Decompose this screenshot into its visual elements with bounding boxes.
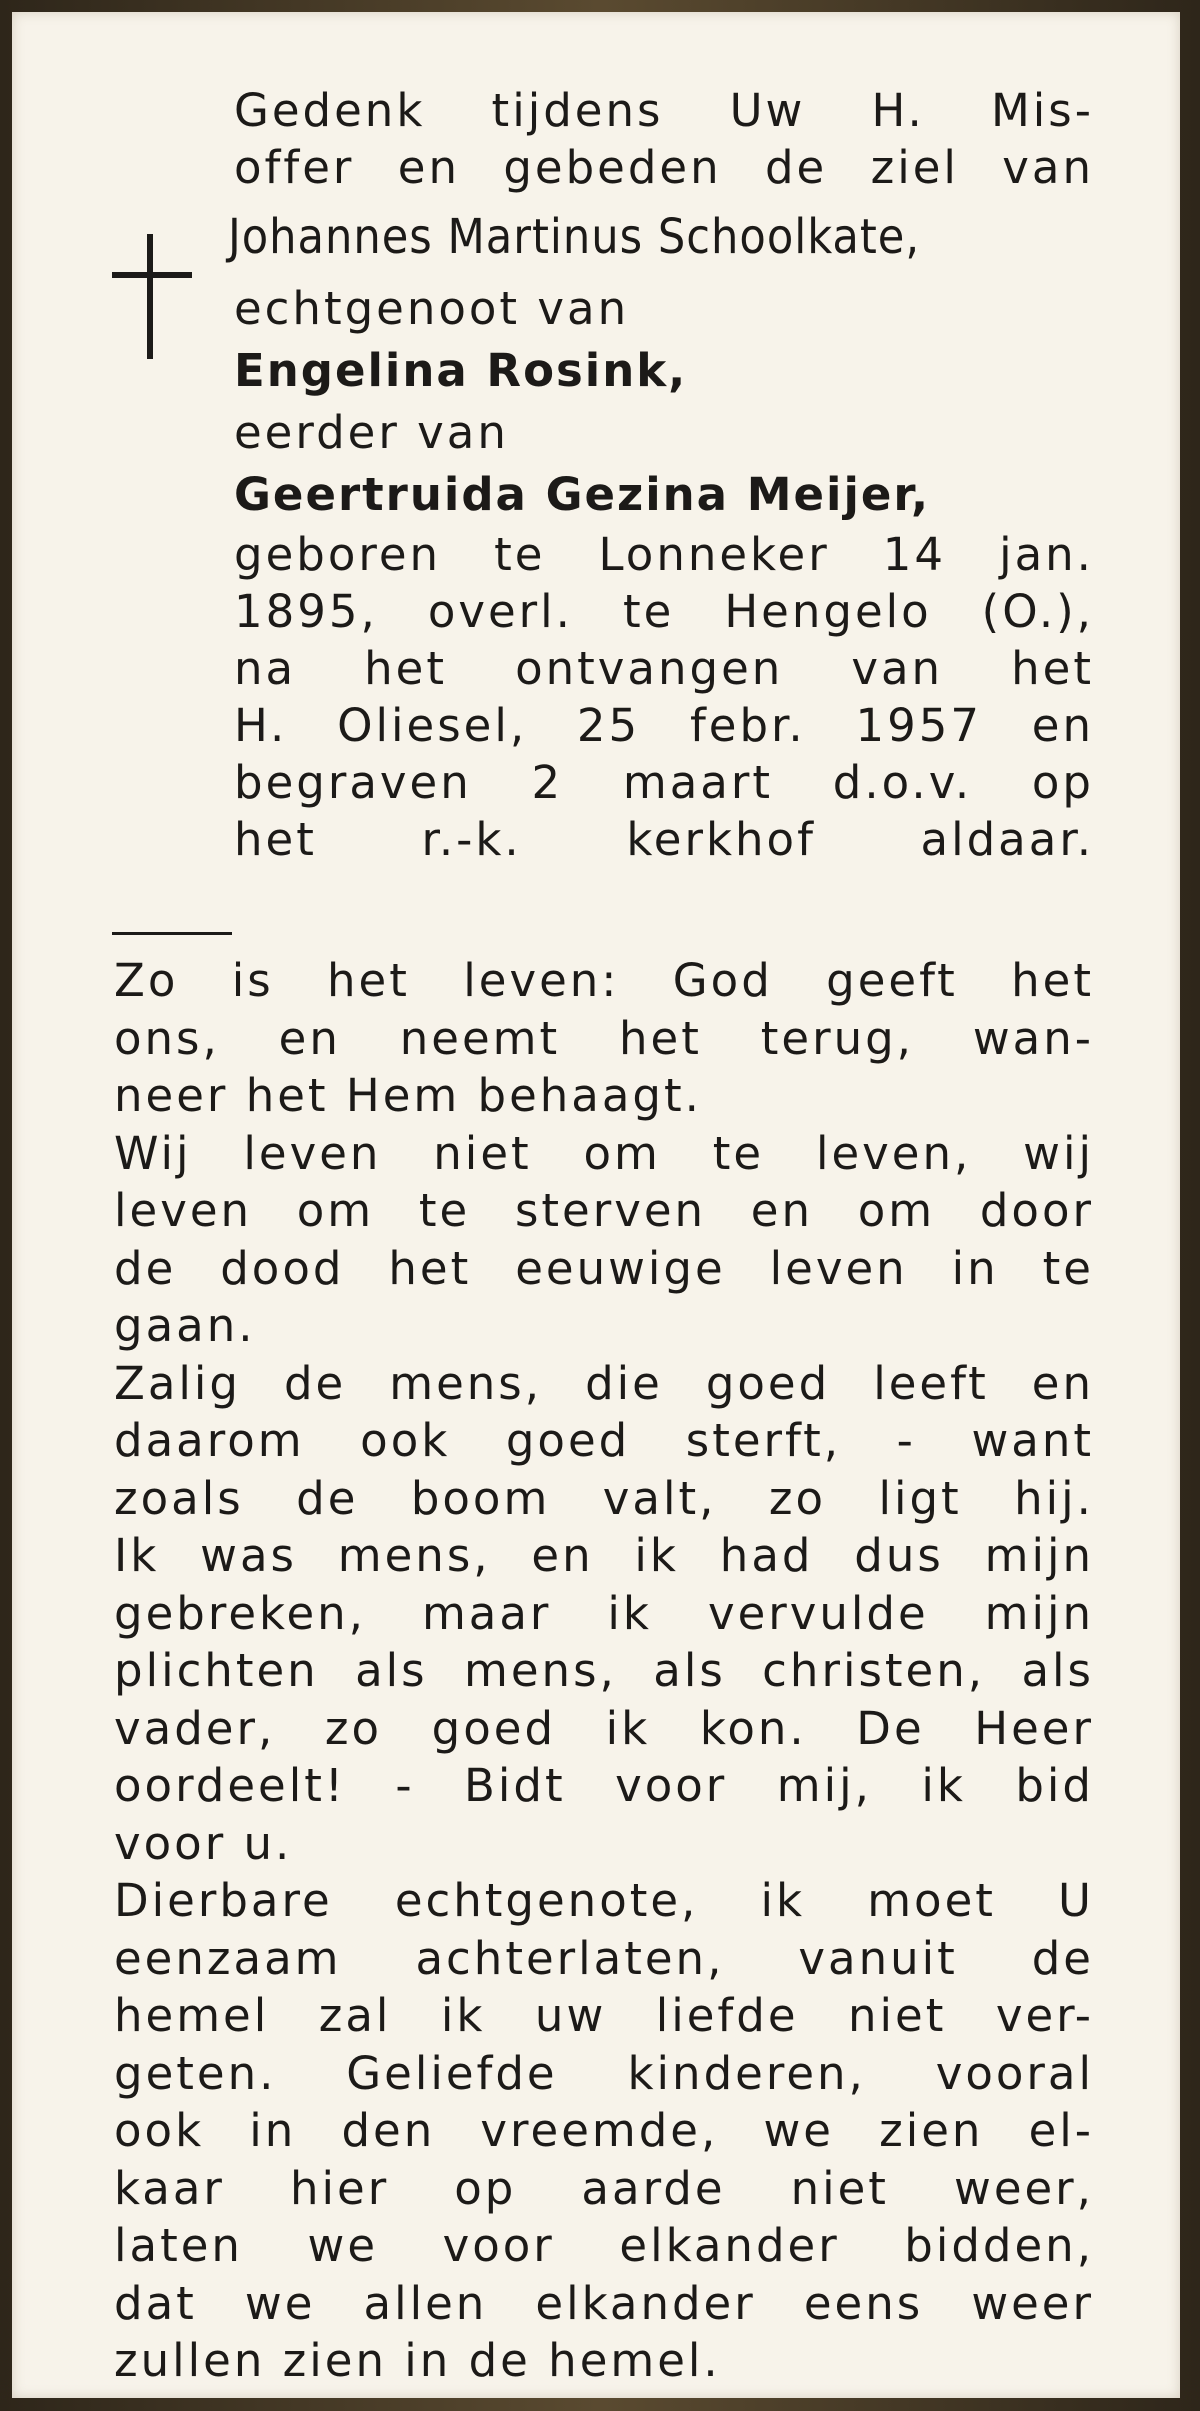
text-body-line: kaar hier op aarde niet weer, [114, 2161, 1094, 2215]
former-spouse-name: Geertruida Gezina Meijer, [234, 468, 931, 521]
memorial-card [12, 12, 1180, 2398]
text-body-line: dat we allen elkander eens weer [114, 2276, 1094, 2330]
header-block [228, 82, 1094, 868]
text-body-line: Zalig de mens, die goed leeft en [114, 1356, 1094, 1410]
text-body-line: Zo is het leven: God geeft het [114, 954, 1094, 1007]
text-body-line: Wij leven niet om te leven, wij [114, 1126, 1094, 1180]
text-body-line: zullen zien in de hemel. [114, 2334, 721, 2387]
text-body-line: daarom ook goed sterft, - want [114, 1414, 1094, 1467]
spouse-name: Engelina Rosink, [234, 344, 688, 397]
detail-line-5: begraven 2 maart d.o.v. op [234, 756, 1094, 809]
text-body-line: Dierbare echtgenote, ik moet U [114, 1874, 1094, 1927]
spouse-label: echtgenoot van [234, 282, 630, 335]
text-body-line: zoals de boom valt, zo ligt hij. [114, 1471, 1094, 1525]
text-body-line: geten. Geliefde kinderen, vooral [114, 2046, 1094, 2100]
deceased-name: Johannes Martinus Schoolkate, [228, 209, 921, 265]
text-body-line: gebreken, maar ik vervulde mijn [114, 1586, 1094, 1640]
intro-line-1: Gedenk tijdens Uw H. Mis- [234, 84, 1094, 137]
text-body-line: ook in den vreemde, we zien el- [114, 2104, 1094, 2157]
divider-rule [112, 932, 232, 935]
detail-line-2: 1895, overl. te Hengelo (O.), [234, 585, 1094, 638]
text-body [114, 952, 1094, 2390]
text-body-line: plichten als mens, als christen, als [114, 1644, 1094, 1697]
text-body-line: oordeelt! - Bidt voor mij, ik bid [114, 1759, 1094, 1812]
detail-line-1: geboren te Lonneker 14 jan. [234, 528, 1094, 581]
text-body-line: de dood het eeuwige leven in te [114, 1241, 1094, 1295]
text-body-line: ons, en neemt het terug, wan- [114, 1011, 1094, 1065]
detail-line-4: H. Oliesel, 25 febr. 1957 en [234, 699, 1094, 752]
text-body-line: laten we voor elkander bidden, [114, 2219, 1094, 2272]
detail-line-3: na het ontvangen van het [234, 642, 1094, 695]
detail-line-6: het r.-k. kerkhof aldaar. [234, 813, 1094, 866]
text-body-line: vader, zo goed ik kon. De Heer [114, 1701, 1094, 1755]
intro-line-2: offer en gebeden de ziel van [234, 141, 1094, 194]
text-body-line: voor u. [114, 1816, 293, 1870]
text-body-line: hemel zal ik uw liefde niet ver- [114, 1989, 1094, 2042]
former-label: eerder van [234, 406, 509, 459]
text-body-line: eenzaam achterlaten, vanuit de [114, 1931, 1094, 1985]
text-body-line: gaan. [114, 1299, 256, 1352]
text-body-line: Ik was mens, en ik had dus mijn [114, 1529, 1094, 1582]
cross-icon [112, 234, 192, 359]
text-body-line: leven om te sterven en om door [114, 1184, 1094, 1237]
text-body-line: neer het Hem behaagt. [114, 1069, 702, 1122]
